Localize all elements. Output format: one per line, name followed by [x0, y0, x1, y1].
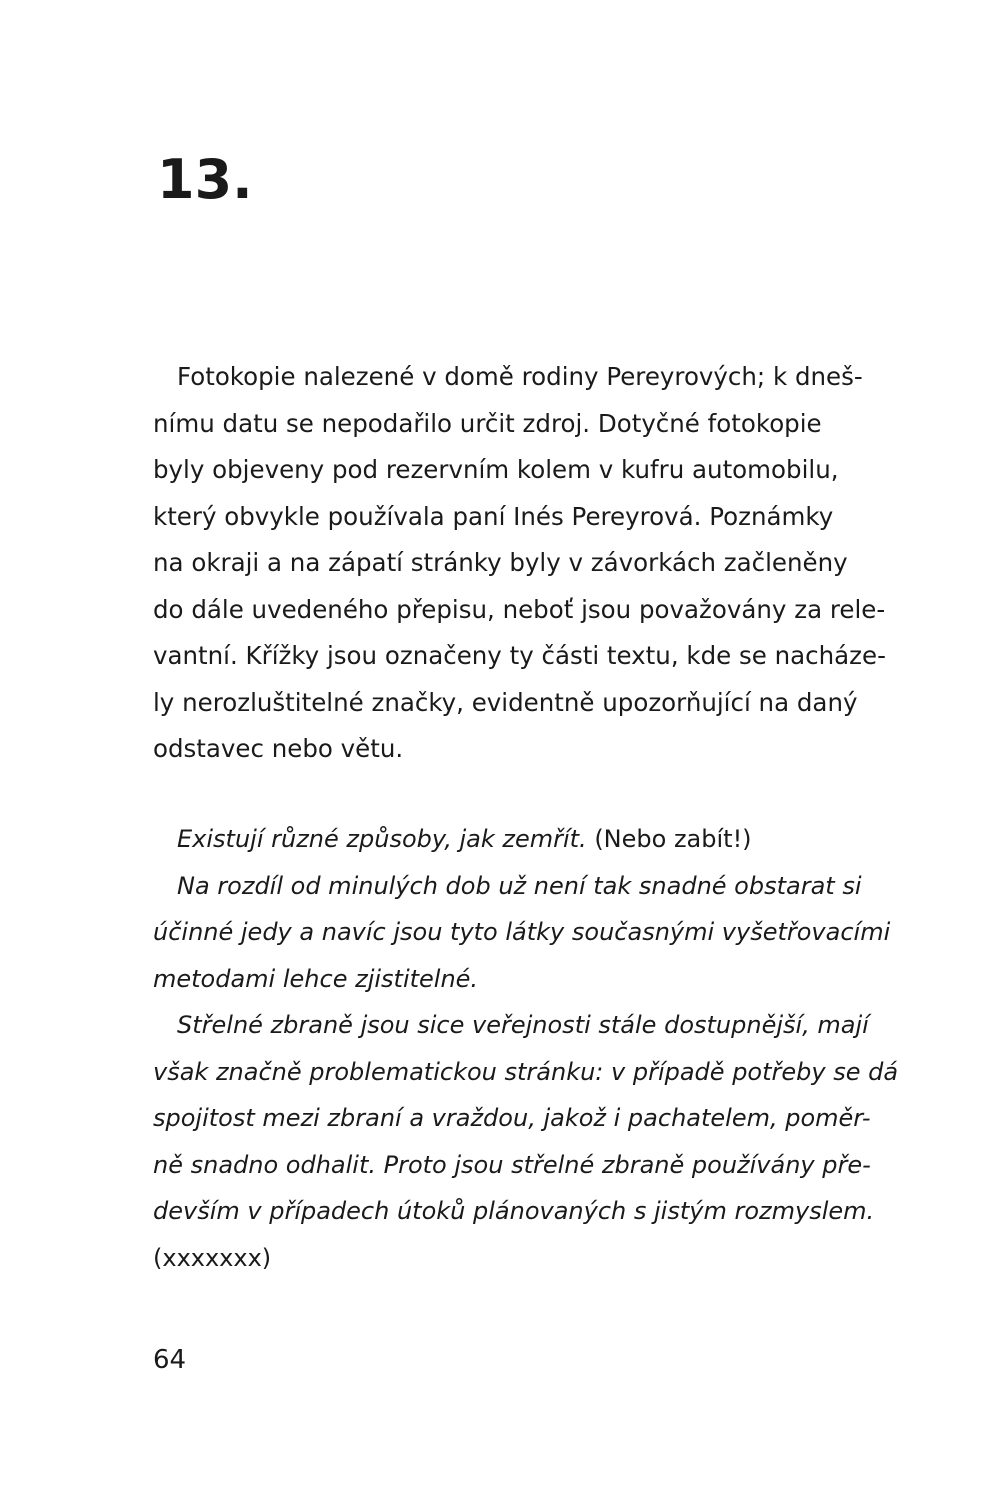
intro-line: byly objeveny pod rezervním kolem v kufru automobilu,: [153, 455, 839, 484]
unreadable-marks: (xxxxxxx): [153, 1243, 272, 1272]
intro-line: na okraji a na zápatí stránky byly v závorkách začleněny: [153, 548, 848, 577]
intro-line: nímu datu se nepodařilo určit zdroj. Dotyčné fotokopie: [153, 408, 822, 438]
quote-line: účinné jedy a navíc jsou tyto látky současnými vyšetřovacími: [153, 918, 891, 946]
quote-line: však značně problematickou stránku: v případě potřeby se dá: [153, 1057, 899, 1086]
intro-line: odstavec nebo větu.: [153, 734, 404, 763]
intro-line: vantní. Křížky jsou označeny ty části textu, kde se nacháze-: [153, 641, 886, 670]
intro-paragraph: [153, 354, 886, 773]
quote-line: Na rozdíl od minulých dob už není tak snadné obstarat si: [177, 871, 862, 900]
intro-line: Fotokopie nalezené v domě rodiny Pereyrových; k dneš-: [177, 362, 863, 391]
quote-line: spojitost mezi zbraní a vraždou, jakož i pachatelem, poměr-: [153, 1104, 871, 1132]
quoted-text: [153, 816, 899, 1281]
intro-line: do dále uvedeného přepisu, neboť jsou považovány za rele-: [153, 594, 886, 624]
intro-line: ly nerozluštitelné značky, evidentně upozorňující na daný: [153, 687, 858, 717]
quote-line: metodami lehce zjistitelné.: [153, 964, 479, 993]
quote-line-first: [153, 816, 821, 863]
quote-line: ně snadno odhalit. Proto jsou střelné zbraně používány pře-: [153, 1150, 871, 1179]
intro-line: který obvykle používala paní Inés Pereyrová. Poznámky: [153, 501, 834, 531]
quote-opening-sentence: Existují různé způsoby, jak zemřít.: [177, 825, 587, 853]
quote-line: devším v případech útoků plánovaných s jistým rozmyslem.: [153, 1197, 875, 1225]
page-number: 64: [153, 1345, 187, 1375]
chapter-number: 13.: [157, 148, 253, 211]
margin-note: (Nebo zabít!): [586, 825, 752, 853]
quote-line: Střelné zbraně jsou sice veřejnosti stále dostupnější, mají: [177, 1011, 869, 1039]
